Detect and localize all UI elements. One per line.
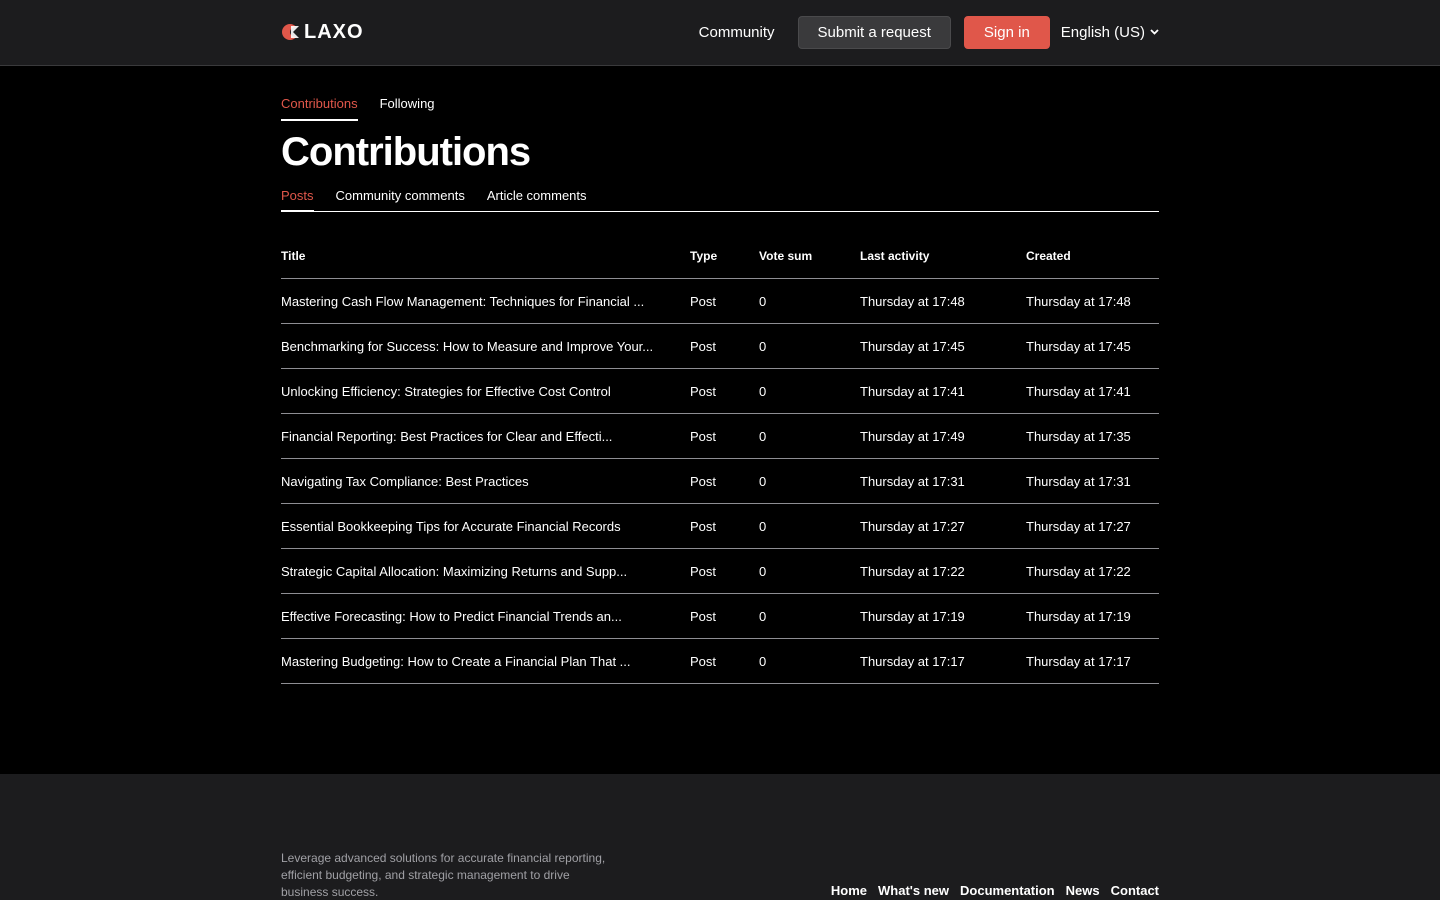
column-type: Type — [690, 249, 718, 263]
table-row — [281, 459, 1159, 504]
footer-link-home[interactable]: Home — [830, 883, 868, 898]
post-title-link[interactable]: Benchmarking for Success: How to Measure and Improve Your... — [281, 338, 654, 354]
table-row — [281, 324, 1159, 369]
table-row — [281, 549, 1159, 594]
post-type: Post — [690, 428, 717, 444]
post-type: Post — [690, 473, 717, 489]
vote-sum: 0 — [759, 563, 767, 579]
vote-sum: 0 — [759, 338, 767, 354]
post-type: Post — [690, 563, 717, 579]
footer-nav — [831, 883, 1159, 898]
last-activity: Thursday at 17:41 — [860, 383, 965, 399]
vote-sum: 0 — [759, 293, 767, 309]
post-title-link[interactable]: Navigating Tax Compliance: Best Practices — [281, 473, 529, 489]
post-title-link[interactable]: Mastering Cash Flow Management: Techniques for Financial ... — [281, 293, 645, 309]
last-activity: Thursday at 17:19 — [860, 608, 965, 624]
logo-mark-icon — [281, 22, 301, 42]
vote-sum: 0 — [759, 653, 767, 669]
last-activity: Thursday at 17:45 — [860, 338, 965, 354]
table-row — [281, 279, 1159, 324]
tab-community-comments[interactable]: Community comments — [335, 188, 465, 203]
created-date: Thursday at 17:35 — [1026, 428, 1131, 444]
created-date: Thursday at 17:17 — [1026, 653, 1131, 669]
footer-description: Leverage advanced solutions for accurate financial reporting, efficient budgeting, and strategic management to drive business success. — [281, 851, 606, 899]
last-activity: Thursday at 17:17 — [860, 653, 965, 669]
contribution-type-tabs — [281, 188, 1159, 212]
table-row — [281, 369, 1159, 414]
post-title-link[interactable]: Mastering Budgeting: How to Create a Financial Plan That ... — [281, 653, 631, 669]
last-activity: Thursday at 17:49 — [860, 428, 965, 444]
vote-sum: 0 — [759, 518, 767, 534]
post-title-link[interactable]: Strategic Capital Allocation: Maximizing Returns and Supp... — [281, 563, 628, 579]
created-date: Thursday at 17:19 — [1026, 608, 1131, 624]
created-date: Thursday at 17:22 — [1026, 563, 1131, 579]
language-selector[interactable] — [1061, 24, 1159, 41]
tab-article-comments[interactable]: Article comments — [486, 188, 587, 203]
created-date: Thursday at 17:41 — [1026, 383, 1131, 399]
post-type: Post — [690, 608, 717, 624]
column-last-activity: Last activity — [860, 249, 930, 263]
post-type: Post — [690, 653, 717, 669]
post-title-link[interactable]: Financial Reporting: Best Practices for Clear and Effecti... — [281, 428, 613, 444]
post-type: Post — [690, 338, 717, 354]
footer-link-news[interactable]: News — [1065, 883, 1100, 898]
table-row — [281, 504, 1159, 549]
created-date: Thursday at 17:48 — [1026, 293, 1131, 309]
tab-posts[interactable]: Posts — [281, 188, 314, 212]
footer-link-documentation[interactable]: Documentation — [960, 883, 1055, 898]
last-activity: Thursday at 17:31 — [860, 473, 965, 489]
column-title: Title — [281, 249, 306, 263]
post-title-link[interactable]: Unlocking Efficiency: Strategies for Effective Cost Control — [281, 383, 611, 399]
last-activity: Thursday at 17:48 — [860, 293, 965, 309]
table-row — [281, 414, 1159, 459]
sign-in-button[interactable]: Sign in — [964, 16, 1050, 49]
vote-sum: 0 — [759, 608, 767, 624]
header-nav — [699, 15, 1159, 49]
table-row — [281, 639, 1159, 684]
column-created: Created — [1026, 249, 1071, 263]
column-vote-sum: Vote sum — [759, 249, 813, 263]
post-title-link[interactable]: Essential Bookkeeping Tips for Accurate Financial Records — [281, 518, 621, 534]
language-label: English (US) — [1060, 23, 1145, 41]
site-header — [0, 0, 1440, 66]
submit-request-button[interactable]: Submit a request — [798, 16, 951, 49]
vote-sum: 0 — [759, 473, 767, 489]
post-title-link[interactable]: Effective Forecasting: How to Predict Financial Trends an... — [281, 608, 622, 624]
page-title: Contributions — [281, 130, 531, 174]
table-header — [281, 234, 1159, 279]
post-type: Post — [690, 383, 717, 399]
contributions-table — [281, 234, 1159, 684]
community-link[interactable]: Community — [698, 23, 775, 41]
brand-logo[interactable] — [281, 20, 364, 44]
profile-tabs — [281, 96, 435, 121]
created-date: Thursday at 17:27 — [1026, 518, 1131, 534]
last-activity: Thursday at 17:27 — [860, 518, 965, 534]
vote-sum: 0 — [759, 383, 767, 399]
post-type: Post — [690, 518, 717, 534]
table-row — [281, 594, 1159, 639]
created-date: Thursday at 17:45 — [1026, 338, 1131, 354]
footer-link-contact[interactable]: Contact — [1110, 883, 1159, 898]
post-type: Post — [690, 293, 717, 309]
brand-name: LAXO — [304, 20, 364, 43]
created-date: Thursday at 17:31 — [1026, 473, 1131, 489]
last-activity: Thursday at 17:22 — [860, 563, 965, 579]
vote-sum: 0 — [759, 428, 767, 444]
site-footer — [0, 774, 1440, 900]
footer-link-whats-new[interactable]: What's new — [878, 883, 950, 898]
chevron-down-icon — [1150, 29, 1159, 35]
tab-contributions[interactable]: Contributions — [281, 96, 358, 121]
tab-following[interactable]: Following — [379, 96, 435, 111]
